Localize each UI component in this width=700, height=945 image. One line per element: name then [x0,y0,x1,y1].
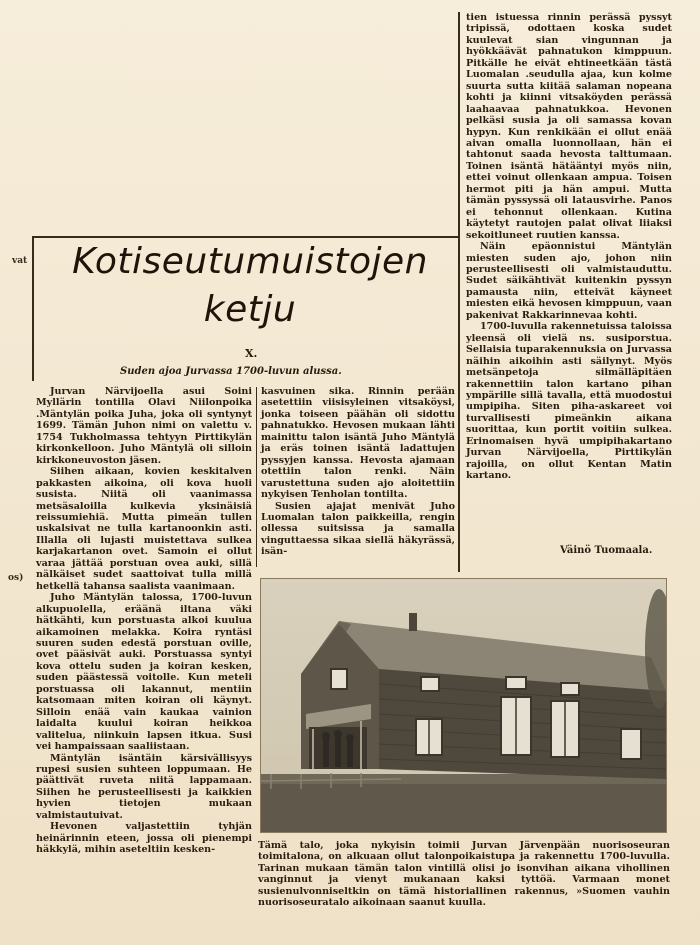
column-middle [261,386,455,558]
section-mark: X. [245,347,258,360]
paragraph: Susien ajajat menivät Juho Luomalan talon paikkeilla, rengin ollessa suitsissa ja samalla vinguttaessa sikaa siellä häkyrässä, isän- [261,500,455,558]
photo-caption: Tämä talo, joka nykyisin toimii Jurvan Järvenpään nuorisoseuran toimitalona, on alkuaan ollut talonpoikaistupa ja rakennettu 1700-luvulla. Tarinan mukaan tämän talon vintillä olisi jo isonvihan aikana vihollinen vanginnut ja vienyt mukanaan kaksi tyttöä. Varmaan monet susienulvonniseltkin on tämä historiallinen rakennus, »Suomen vauhin nuorisoseuratalo aikoinaan saanut kuulla. [258,840,670,909]
column-rule-middle [256,387,257,567]
author-signature: Väinö Tuomaala. [560,545,653,556]
headline-line-1: Kotiseutumuistojen [72,241,428,282]
headline [40,238,460,334]
paragraph: tien istuessa rinnin perässä pyssyt tripissä, odottaen koska sudet kuulevat sian vingunnan ja hyökkäävät pahnatukon kimppuun. Pitkälle he eivät ehtineetkään tästä Luomalan .seudulla ajaa, kun kolme suurta sutta kiitää salaman nopeana kohti ja kiinni vitsaköyden perässä laahaavaa pahnatukkoa. Hevonen pelkäsi susia ja oli samassa kovan hypyn. Kun renkikään ei ollut enää aivan omalla luonnollaan, hän ei tahtonut saada hevosta talttumaan. Toinen isäntä hätääntyi myös niin, ettei voinut ollenkaan ampua. Toisen hermot piti ja hän ampui. Mutta tämän pyssyssä oli latausvirhe. Panos ei tehonnut ollenkaan. Kutina käytetyt rautojen palat olivat liiaksi sekoitluneet ruutien kanssa. [466,12,672,241]
paragraph: 1700-luvulla rakennetuissa taloissa yleensä oli vielä ns. susiporstua. Sellaisia tuparakennuksia on Jurvassa näihin aikoihin asti säilynyt. Myös metsänpetoja silmälläpitäen rakennettiin talon kartano pihan ympärille sillä tavalla, että muodostui umpipiha. Siten piha-askareet voi turvallisesti pimeänkin aikana suorittaa, kun portit voitiin sulkea. Erinomaisen hyvä umpipihakartano Jurvan Närvijoella, Pirttikylän rajoilla, on ollut Kentan Matin kartano. [466,321,672,482]
headline-line-2: ketju [203,289,297,330]
paragraph: Mäntylän isäntäin kärsivällisyys rupesi susien suhteen loppumaan. He päättivät ruveta niitä lappamaan. Siihen he perusteellisesti ja kaikkien hyvien tietojen mukaan valmistautuivat. [36,752,252,821]
margin-fragment: vat [12,256,28,266]
column-left [36,386,252,856]
paragraph: Jurvan Närvijoella asui Soini Myllärin tontilla Olavi Niilonpoika .Mäntylän poika Juha, joka oli syntynyt 1699. Tämän Juhon nimi on valettu v. 1754 Tukholmassa tehtyyn Pirttikylän kirkonkelloon. Juho Mäntylä oli silloin kirkkoneuvoston jäsen. [36,386,252,466]
subtitle: Suden ajoa Jurvassa 1700-luvun alussa. [120,366,342,377]
paragraph: kasvuinen sika. Rinnin perään asetettiin viisisyleinen vitsaköysi, jonka toiseen päähän oli sidottu pahnatukko. Hevosen mukaan lähti mainittu talon isäntä Juho Mäntylä ja eräs toinen isäntä ladattujen pyssyjen kanssa. Hevosta ajamaan otettiin talon renki. Näin varustettuna suden ajo aloitettiin nykyisen Tenholan tontilta. [261,386,455,501]
paragraph: Siihen aikaan, kovien keskitalven pakkasten aikoina, oli kova huoli susista. Niitä oli vaanimassa metsäsaloilla kulkevia yksinäisiä reissumiehiä. Mutta pimeän tullen uskalsivat ne tulla kartanoonkin asti. Illalla oli lujasti muistettava sulkea karjakartanon ovet. Samoin ei ollut varaa jättää porstuan ovea auki, sillä nälkäiset sudet saattoivat tulla millä hetkellä tahansa saalista vaanimaan. [36,466,252,592]
frame-rule-left [32,236,34,381]
paragraph: Näin epäonnistui Mäntylän miesten suden ajo, johon niin perusteellisesti oli valmistauduttu. Sudet säikähtivät kuitenkin pyssyn pamausta niin, etteivät käyneet miesten eikä hevosen kimppuun, vaan pakenivat Rakkarinnevaa kohti. [466,241,672,321]
paragraph: Hevonen valjastettiin tyhjän heinärinnin eteen, jossa oli pienempi häkkylä, mihin aseteltiin kesken- [36,821,252,856]
house-illustration [261,579,666,832]
column-right [466,12,672,482]
margin-fragment: os) [8,573,24,583]
house-photo [260,578,667,833]
paragraph: Juho Mäntylän talossa, 1700-luvun alkupuolella, eräänä iltana väki hätkähti, kun porstuasta alkoi kuulua aikamoinen melakka. Koira ryntäsi suuren suden edestä porstuan oville, ovet pääsivät auki. Porstuassa syntyi kova ottelu suden ja koiran kesken, suden päästessä voitolle. Kun meteli porstuassa oli lakannut, mentiin katsomaan miten koiran oli käynyt. Silloin enää vain kaukaa vainion laidalta kuului koiran heikkoa valitelua, niinkuin lapsen itkua. Susi vei hampaissaan saaliistaan. [36,592,252,753]
